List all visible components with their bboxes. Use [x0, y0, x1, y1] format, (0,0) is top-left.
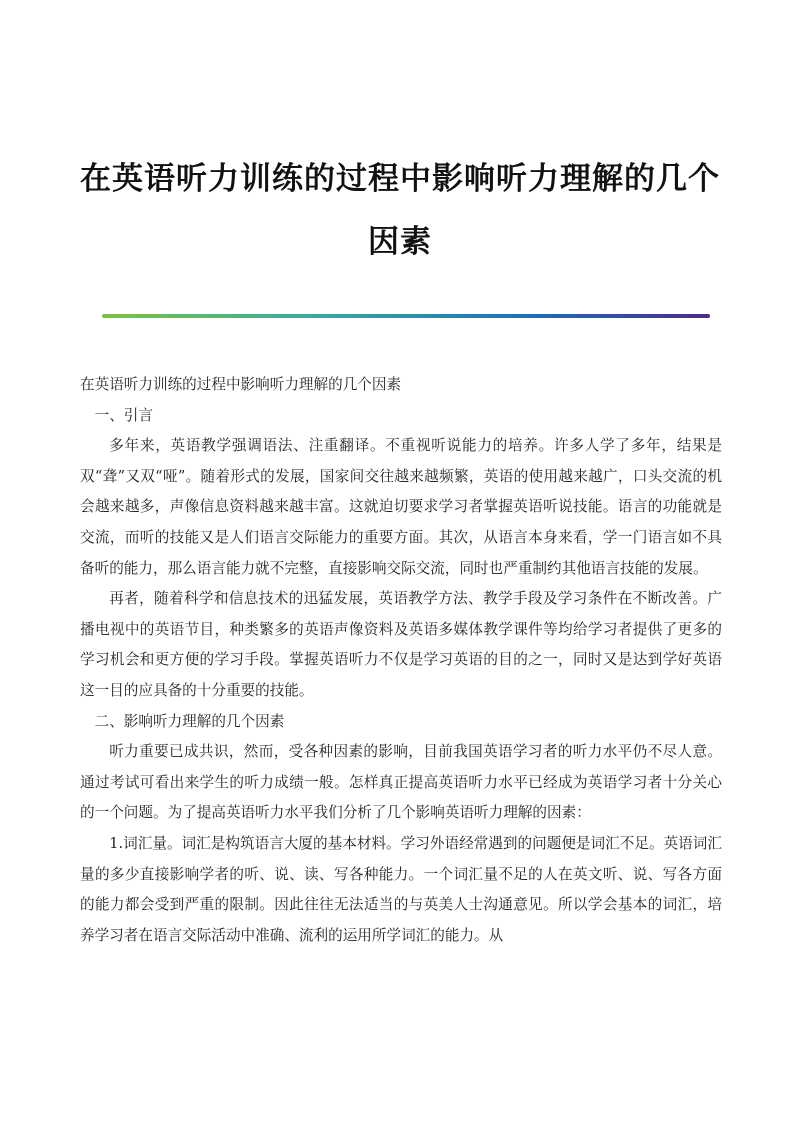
- paragraph: 1.词汇量。词汇是构筑语言大厦的基本材料。学习外语经常遇到的问题便是词汇不足。英语词汇量的多少直接影响学者的听、说、读、写各种能力。一个词汇量不足的人在英文听、说、写各方面的能力都会受到严重的限制。因此往往无法适当的与英美人士沟通意见。所以学会基本的词汇，培养学习者在语言交际活动中准确、流利的运用所学词汇的能力。从: [80, 834, 722, 944]
- section-heading-introduction: 一、引言: [94, 406, 153, 424]
- section-heading-factors: 二、影响听力理解的几个因素: [94, 712, 285, 730]
- intro-title-line: 在英语听力训练的过程中影响听力理解的几个因素: [80, 376, 402, 393]
- document-title: 在英语听力训练的过程中影响听力理解的几个因素: [80, 161, 720, 260]
- document-body: [80, 370, 722, 951]
- paragraph: 多年来，英语教学强调语法、注重翻译。不重视听说能力的培养。许多人学了多年，结果是双“聋”又双“哑”。随着形式的发展，国家间交往越来越频繁，英语的使用越来越广，口头交流的机会越来越多，声像信息资料越来越丰富。这就迫切要求学习者掌握英语听说技能。语言的功能就是交流，而听的技能又是人们语言交际能力的重要方面。其次，从语言本身来看，学一门语言如不具备听的能力，那么语言能力就不完整，直接影响交际交流，同时也严重制约其他语言技能的发展。: [80, 437, 722, 577]
- title-divider: [102, 314, 710, 318]
- paragraph: 再者，随着科学和信息技术的迅猛发展，英语教学方法、教学手段及学习条件在不断改善。广播电视中的英语节目，种类繁多的英语声像资料及英语多媒体教学课件等均给学习者提供了更多的学习机会和更方便的学习手段。掌握英语听力不仅是学习英语的目的之一，同时又是达到学好英语这一目的应具备的十分重要的技能。: [80, 590, 722, 699]
- paragraph: 听力重要已成共识，然而，受各种因素的影响，目前我国英语学习者的听力水平仍不尽人意。通过考试可看出来学生的听力成绩一般。怎样真正提高英语听力水平已经成为英语学习者十分关心的一个问题。为了提高英语听力水平我们分析了几个影响英语听力理解的因素：: [80, 743, 722, 822]
